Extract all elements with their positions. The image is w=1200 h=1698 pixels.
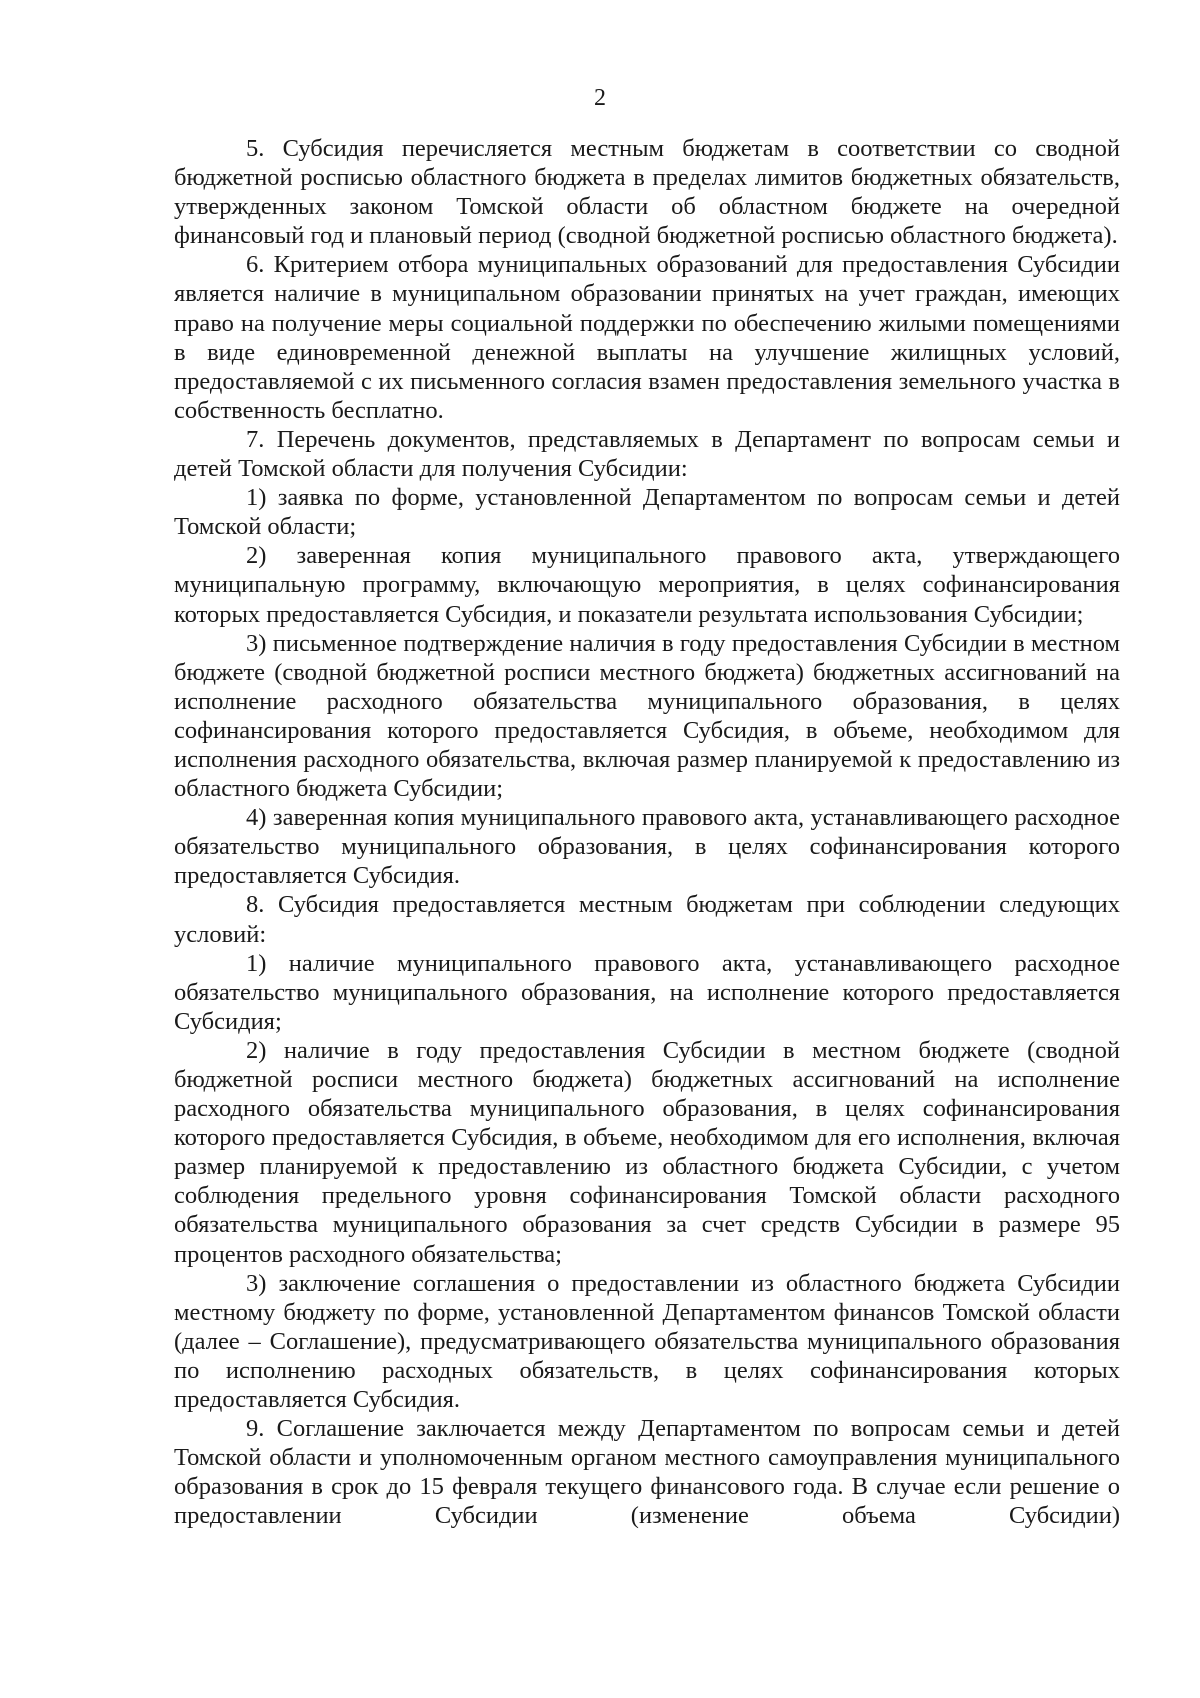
document-body bbox=[174, 134, 1120, 1531]
paragraph-8-item-1: 1) наличие муниципального правового акта, устанавливающего расходное обязательство муниципального образования, на исполнение которого предоставляется Субсидия; bbox=[174, 949, 1120, 1035]
page-number: 2 bbox=[594, 85, 606, 111]
paragraph-5: 5. Субсидия перечисляется местным бюджетам в соответствии со сводной бюджетной росписью областного бюджета в пределах лимитов бюджетных обязательств, утвержденных законом Томской области об областном бюджете на очередной финансовый год и плановый период (сводной бюджетной росписью областного бюджета). bbox=[174, 135, 1120, 250]
paragraph-7-item-2: 2) заверенная копия муниципального правового акта, утверждающего муниципальную программу, включающую мероприятия, в целях софинансирования которых предоставляется Субсидия, и показатели результата использования Субсидии; bbox=[174, 542, 1120, 628]
paragraph-9: 9. Соглашение заключается между Департаментом по вопросам семьи и детей Томской области и уполномоченным органом местного самоуправления муниципального образования в срок до 15 февраля текущего финансового года. В случае если решение о предоставлении Субсидии (изменение объема Субсидии) bbox=[174, 1415, 1120, 1530]
paragraph-8-item-3: 3) заключение соглашения о предоставлении из областного бюджета Субсидии местному бюджету по форме, установленной Департаментом финансов Томской области (далее – Соглашение), предусматривающего обязательства муниципального образования по исполнению расходных обязательств, в целях софинансирования которых предоставляется Субсидия. bbox=[174, 1269, 1120, 1414]
paragraph-8-item-2: 2) наличие в году предоставления Субсидии в местном бюджете (сводной бюджетной росписи местного бюджета) бюджетных ассигнований на исполнение расходного обязательства муниципального образования, в целях софинансирования которого предоставляется Субсидия, в объеме, необходимом для его исполнения, включая размер планируемой к предоставлению из областного бюджета Субсидии, с учетом соблюдения предельного уровня софинансирования Томской области расходного обязательства муниципального образования за счет средств Субсидии в размере 95 процентов расходного обязательства; bbox=[174, 1036, 1120, 1268]
paragraph-6: 6. Критерием отбора муниципальных образований для предоставления Субсидии является наличие в муниципальном образовании принятых на учет граждан, имеющих право на получение меры социальной поддержки по обеспечению жилыми помещениями в виде единовременной денежной выплаты на улучшение жилищных условий, предоставляемой с их письменного согласия взамен предоставления земельного участка в собственность бесплатно. bbox=[174, 251, 1120, 424]
paragraph-7-item-1: 1) заявка по форме, установленной Департаментом по вопросам семьи и детей Томской области; bbox=[174, 484, 1120, 541]
paragraph-7: 7. Перечень документов, представляемых в Департамент по вопросам семьи и детей Томской области для получения Субсидии: bbox=[174, 425, 1120, 483]
paragraph-8: 8. Субсидия предоставляется местным бюджетам при соблюдении следующих условий: bbox=[174, 891, 1120, 948]
paragraph-7-item-3: 3) письменное подтверждение наличия в году предоставления Субсидии в местном бюджете (сводной бюджетной росписи местного бюджета) бюджетных ассигнований на исполнение расходного обязательства муниципального образования, в целях софинансирования которого предоставляется Субсидия, в объеме, необходимом для исполнения расходного обязательства, включая размер планируемой к предоставлению из областного бюджета Субсидии; bbox=[174, 629, 1120, 803]
paragraph-7-item-4: 4) заверенная копия муниципального правового акта, устанавливающего расходное обязательство муниципального образования, в целях софинансирования которого предоставляется Субсидия. bbox=[174, 804, 1120, 890]
